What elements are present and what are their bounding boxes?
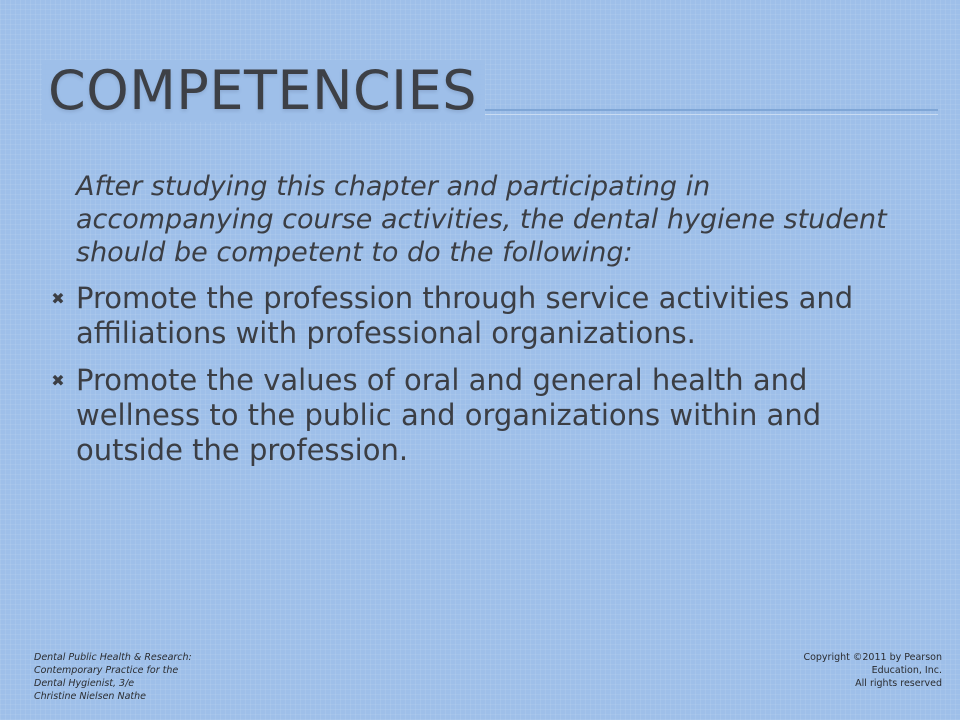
- footer-copyright-line: All rights reserved: [855, 678, 942, 689]
- x-bullet-icon: ✖: [51, 289, 65, 308]
- footer-copyright-line: Education, Inc.: [871, 665, 942, 676]
- bullet-text: Promote the values of oral and general health and wellness to the public and organizations within and outside the profession.: [76, 363, 822, 467]
- footer-citation-line: Dental Public Health & Research:: [34, 652, 192, 663]
- footer-copyright-line: Copyright ©2011 by Pearson: [803, 652, 942, 663]
- footer-citation-line: Contemporary Practice for the: [34, 665, 179, 676]
- footer-citation-line: Christine Nielsen Nathe: [34, 691, 146, 702]
- bullet-item: [42, 363, 922, 468]
- slide-title: COMPETENCIES: [42, 60, 485, 122]
- footer-copyright: [782, 651, 942, 690]
- bullet-item: [42, 281, 922, 351]
- x-bullet-icon: ✖: [51, 371, 65, 390]
- slide-body: [42, 170, 922, 468]
- bullet-text: Promote the profession through service activities and affiliations with professional organizations.: [76, 281, 854, 350]
- intro-paragraph: After studying this chapter and participating in accompanying course activities, the dental hygiene student should be competent to do the following:: [76, 171, 887, 268]
- footer-citation-line: Dental Hygienist, 3/e: [34, 678, 135, 689]
- footer-citation: [34, 651, 214, 703]
